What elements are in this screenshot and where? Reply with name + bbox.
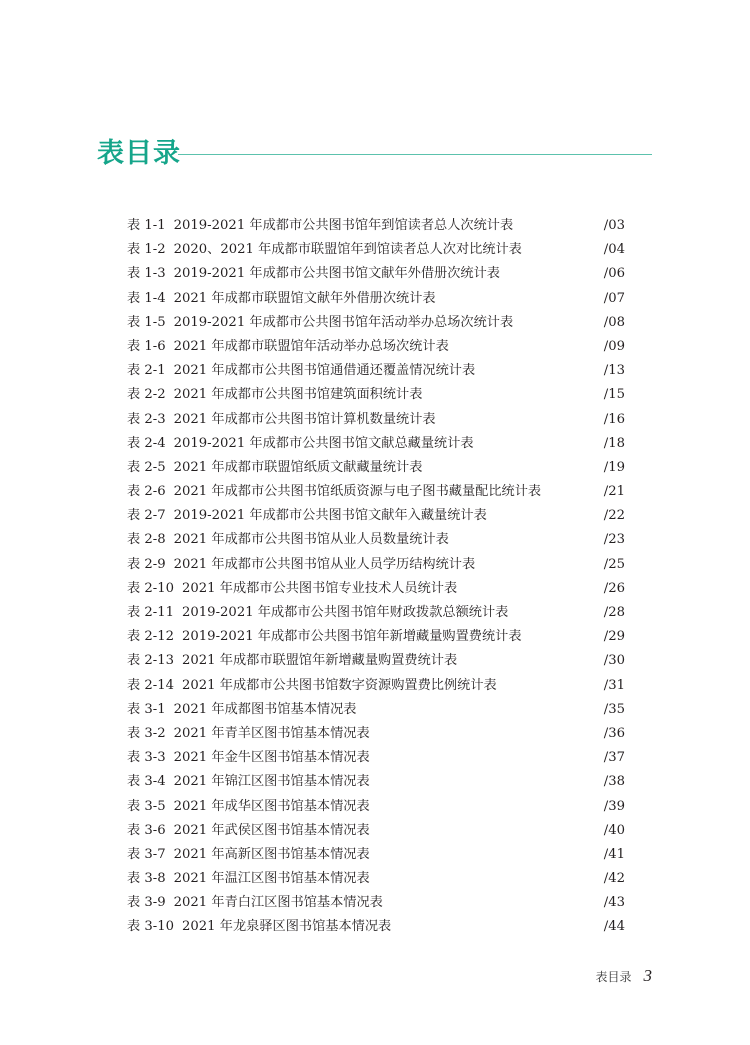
table-of-contents [127, 214, 625, 940]
toc-entry-page: /13 [603, 363, 625, 379]
toc-entry[interactable] [127, 238, 625, 262]
toc-entry[interactable] [127, 311, 625, 335]
toc-entry-number: 表 1-1 [127, 218, 166, 233]
toc-entry-page: /38 [603, 774, 625, 790]
toc-entry-page: /28 [603, 605, 625, 620]
toc-entry-title: 2021 年成都图书馆基本情况表 [173, 701, 357, 717]
toc-entry[interactable] [127, 674, 625, 698]
toc-entry[interactable] [127, 843, 625, 867]
toc-entry[interactable] [127, 795, 625, 819]
toc-entry-number: 表 3-8 [127, 871, 166, 887]
toc-entry[interactable] [127, 770, 625, 794]
toc-entry[interactable] [127, 722, 625, 746]
toc-entry-number: 表 2-9 [127, 556, 166, 572]
toc-entry[interactable] [127, 456, 625, 480]
toc-entry-title: 2021 年锦江区图书馆基本情况表 [173, 774, 370, 790]
toc-entry-number: 表 3-7 [127, 846, 166, 862]
toc-entry-title: 2019-2021 年成都市公共图书馆年到馆读者总人次统计表 [173, 218, 514, 233]
toc-entry[interactable] [127, 359, 625, 383]
toc-entry-number: 表 3-5 [127, 798, 166, 814]
toc-entry-title: 2021 年成都市联盟馆年新增藏量购置费统计表 [182, 653, 458, 669]
toc-entry-number: 表 3-10 [127, 919, 175, 935]
toc-entry-page: /25 [603, 556, 625, 572]
toc-entry-page: /23 [603, 532, 625, 548]
toc-entry-title: 2020、2021 年成都市联盟馆年到馆读者总人次对比统计表 [173, 242, 522, 258]
toc-entry-page: /21 [603, 484, 625, 500]
toc-entry-title: 2021 年青白江区图书馆基本情况表 [173, 895, 383, 911]
toc-entry-page: /40 [603, 822, 625, 838]
toc-entry-title: 2021 年成都市公共图书馆专业技术人员统计表 [182, 580, 458, 596]
toc-entry-page: /08 [603, 314, 625, 330]
toc-entry-page: /36 [603, 725, 625, 741]
toc-entry-number: 表 1-6 [127, 338, 166, 354]
toc-entry-title: 2021 年成都市联盟馆纸质文献藏量统计表 [173, 459, 423, 475]
toc-entry-page: /30 [603, 653, 625, 669]
toc-entry[interactable] [127, 577, 625, 601]
toc-entry[interactable] [127, 698, 625, 722]
toc-entry-title: 2019-2021 年成都市公共图书馆年新增藏量购置费统计表 [182, 629, 522, 645]
toc-entry[interactable] [127, 553, 625, 577]
toc-entry-page: /18 [603, 435, 625, 451]
toc-entry-title: 2019-2021 年成都市公共图书馆年活动举办总场次统计表 [173, 314, 514, 330]
toc-entry[interactable] [127, 625, 625, 649]
toc-entry-number: 表 2-10 [127, 580, 175, 596]
toc-entry-page: /03 [603, 218, 625, 233]
toc-entry-title: 2021 年成都市公共图书馆计算机数量统计表 [173, 411, 436, 427]
toc-entry-title: 2021 年高新区图书馆基本情况表 [173, 846, 370, 862]
toc-entry-title: 2021 年成华区图书馆基本情况表 [173, 798, 370, 814]
toc-entry-page: /41 [603, 846, 625, 862]
toc-entry-number: 表 1-5 [127, 314, 166, 330]
toc-entry-number: 表 3-9 [127, 895, 166, 911]
toc-entry-title: 2019-2021 年成都市公共图书馆文献总藏量统计表 [173, 435, 474, 451]
toc-entry-title: 2021 年金牛区图书馆基本情况表 [173, 750, 370, 766]
toc-entry-number: 表 2-2 [127, 387, 166, 403]
toc-entry[interactable] [127, 528, 625, 552]
toc-entry[interactable] [127, 383, 625, 407]
toc-entry-page: /26 [603, 580, 625, 596]
toc-entry[interactable] [127, 601, 625, 625]
page-footer [596, 964, 653, 989]
toc-entry-page: /35 [603, 701, 625, 717]
toc-entry-title: 2021 年成都市公共图书馆通借通还覆盖情况统计表 [173, 363, 476, 379]
toc-entry-title: 2021 年温江区图书馆基本情况表 [173, 871, 370, 887]
toc-entry[interactable] [127, 819, 625, 843]
footer-page-number: 3 [643, 966, 652, 985]
toc-entry-number: 表 2-5 [127, 459, 166, 475]
toc-entry-number: 表 3-3 [127, 750, 166, 766]
toc-entry-number: 表 3-4 [127, 774, 166, 790]
toc-entry-page: /39 [603, 798, 625, 814]
toc-entry[interactable] [127, 480, 625, 504]
toc-entry-title: 2021 年龙泉驿区图书馆基本情况表 [182, 919, 392, 935]
toc-entry-page: /37 [603, 750, 625, 766]
toc-entry-title: 2021 年成都市公共图书馆数字资源购置费比例统计表 [182, 677, 497, 693]
toc-entry[interactable] [127, 746, 625, 770]
toc-entry[interactable] [127, 649, 625, 673]
toc-entry-title: 2021 年成都市公共图书馆从业人员数量统计表 [173, 532, 449, 548]
toc-entry-number: 表 2-13 [127, 653, 175, 669]
toc-entry[interactable] [127, 504, 625, 528]
toc-entry-page: /31 [603, 677, 625, 693]
toc-entry-page: /29 [603, 629, 625, 645]
toc-entry-title: 2021 年武侯区图书馆基本情况表 [173, 822, 370, 838]
page-title: 表目录 [97, 138, 181, 169]
toc-entry-page: /04 [603, 242, 625, 258]
toc-entry-page: /06 [603, 266, 625, 282]
toc-entry[interactable] [127, 262, 625, 286]
toc-entry[interactable] [127, 891, 625, 915]
toc-entry-title: 2021 年成都市联盟馆年活动举办总场次统计表 [173, 338, 449, 354]
toc-entry-page: /44 [603, 919, 625, 935]
toc-entry-title: 2019-2021 年成都市公共图书馆文献年入藏量统计表 [173, 508, 487, 524]
toc-entry-title: 2019-2021 年成都市公共图书馆文献年外借册次统计表 [173, 266, 500, 282]
toc-entry[interactable] [127, 432, 625, 456]
toc-entry-number: 表 3-2 [127, 725, 166, 741]
toc-entry-page: /22 [603, 508, 625, 524]
footer-section-label: 表目录 [595, 970, 632, 984]
toc-entry-page: /19 [603, 459, 625, 475]
toc-entry-number: 表 2-1 [127, 363, 166, 379]
toc-entry[interactable] [127, 408, 625, 432]
toc-entry-number: 表 2-4 [127, 435, 166, 451]
toc-entry-page: /15 [603, 387, 625, 403]
toc-entry-number: 表 3-6 [127, 822, 166, 838]
toc-entry-number: 表 3-1 [127, 701, 166, 717]
toc-entry-page: /42 [603, 871, 625, 887]
toc-entry-number: 表 1-3 [127, 266, 166, 282]
toc-entry-title: 2021 年青羊区图书馆基本情况表 [173, 725, 370, 741]
toc-entry[interactable] [127, 915, 625, 939]
toc-entry-number: 表 2-6 [127, 484, 166, 500]
toc-entry-number: 表 2-7 [127, 508, 166, 524]
toc-entry-page: /09 [603, 338, 625, 354]
toc-entry-number: 表 2-8 [127, 532, 166, 548]
toc-entry-number: 表 1-4 [127, 290, 166, 306]
toc-entry-number: 表 2-3 [127, 411, 166, 427]
toc-entry-number: 表 1-2 [127, 242, 166, 258]
toc-entry-title: 2019-2021 年成都市公共图书馆年财政拨款总额统计表 [182, 605, 509, 620]
toc-entry-title: 2021 年成都市公共图书馆建筑面积统计表 [173, 387, 423, 403]
toc-entry[interactable] [127, 287, 625, 311]
toc-entry[interactable] [127, 335, 625, 359]
toc-entry-number: 表 2-14 [127, 677, 175, 693]
toc-entry-page: /43 [603, 895, 625, 911]
toc-entry-page: /16 [603, 411, 625, 427]
toc-entry[interactable] [127, 214, 625, 238]
toc-entry-title: 2021 年成都市公共图书馆从业人员学历结构统计表 [173, 556, 476, 572]
toc-entry-title: 2021 年成都市公共图书馆纸质资源与电子图书藏量配比统计表 [173, 484, 542, 500]
toc-entry-page: /07 [603, 290, 625, 306]
toc-entry-number: 表 2-12 [127, 629, 175, 645]
toc-entry[interactable] [127, 867, 625, 891]
title-divider [178, 154, 652, 155]
toc-entry-title: 2021 年成都市联盟馆文献年外借册次统计表 [173, 290, 436, 306]
toc-entry-number: 表 2-11 [127, 605, 175, 620]
